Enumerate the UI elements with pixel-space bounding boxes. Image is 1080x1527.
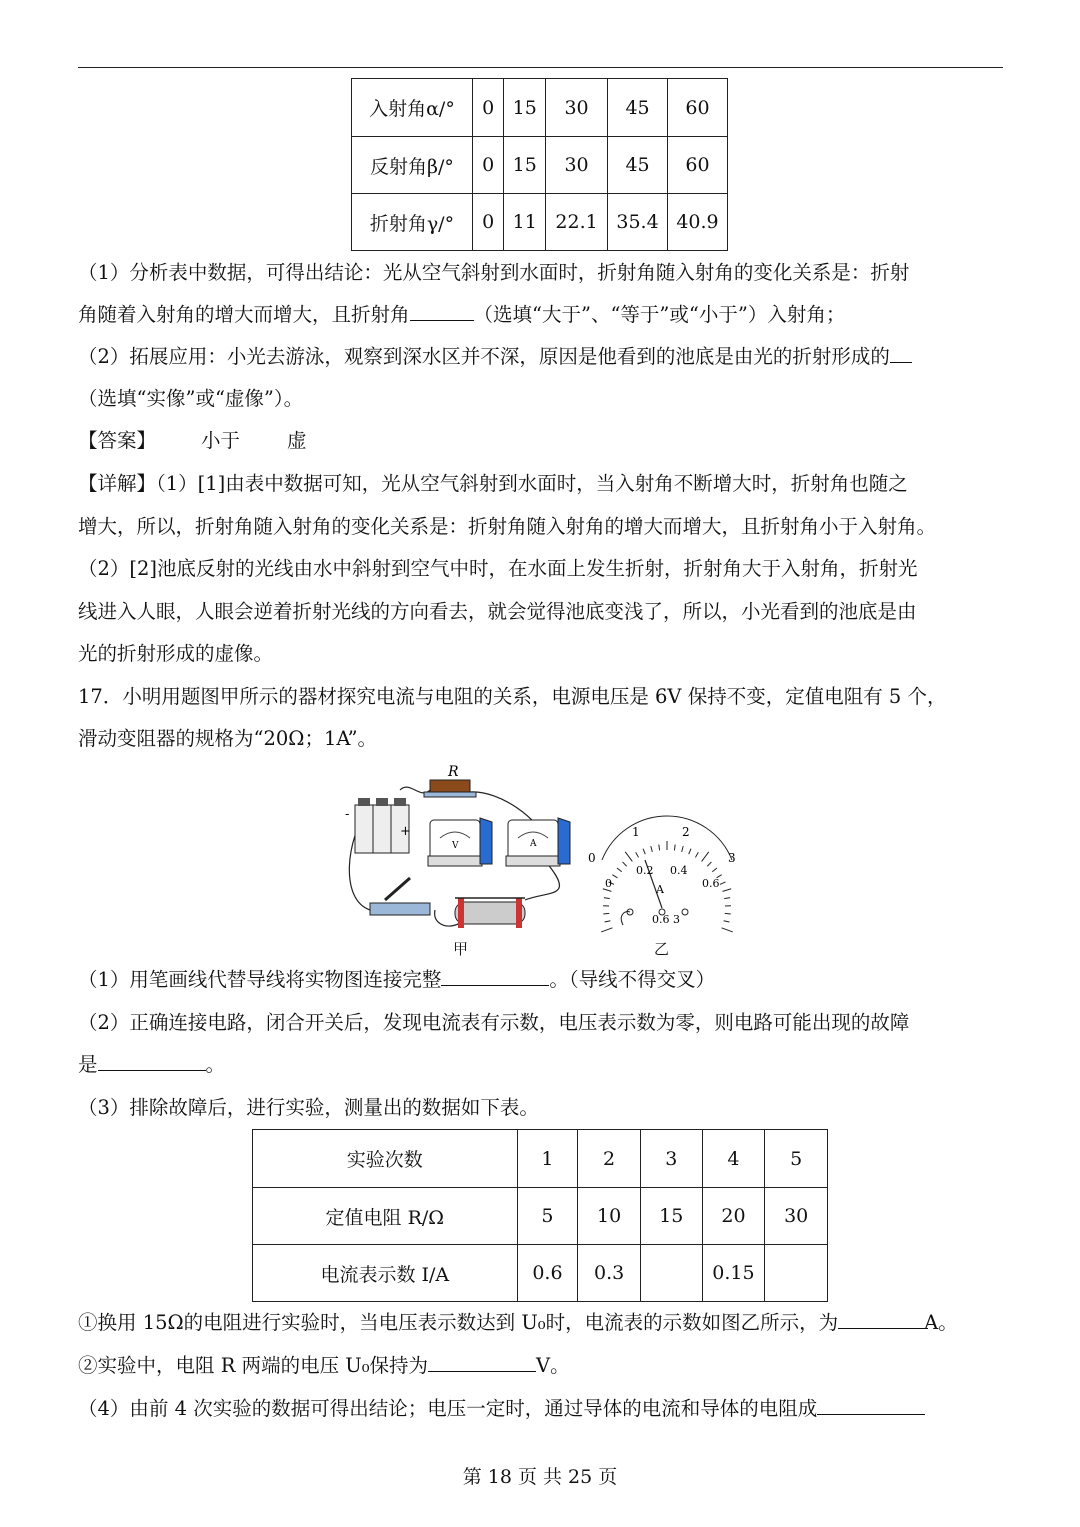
cell: 2 <box>578 1130 641 1188</box>
answer-blank[interactable] <box>838 1310 924 1329</box>
page-footer: 第 18 页 共 25 页 <box>462 1466 618 1488</box>
cell: 0.6 <box>517 1245 578 1302</box>
dial-tick <box>603 913 609 914</box>
cell: 0.3 <box>578 1245 641 1302</box>
detail-line3: （2）[2]池底反射的光线由水中斜射到空气中时，在水面上发生折射，折射角大于入射角，折射光 <box>78 557 918 580</box>
q17-3a-text: ①换用 15Ω的电阻进行实验时，当电压表示数达到 U₀时，电流表的示数如图乙所示，为 <box>78 1311 839 1334</box>
dial-a-label: A <box>656 883 664 896</box>
experiment-table <box>252 1129 828 1302</box>
detail-line4: 线进入人眼，人眼会逆着折射光线的方向看去，就会觉得池底变浅了，所以，小光看到的池底是由 <box>78 600 917 623</box>
row-label: 折射角γ/° <box>352 194 473 251</box>
q17-2-text: 是 <box>78 1053 98 1076</box>
cell: 5 <box>517 1188 578 1245</box>
dial-tick <box>659 845 660 851</box>
circuit-figure <box>340 760 760 960</box>
q17-1-text: （1）用笔画线代替导线将实物图连接完整 <box>78 968 442 991</box>
dial-tick <box>636 852 639 857</box>
table-row <box>253 1130 828 1188</box>
dial-tick <box>617 868 622 872</box>
caption-yi: 乙 <box>654 940 670 958</box>
answer-blank[interactable] <box>98 1052 206 1071</box>
cell <box>640 1245 702 1302</box>
q1-text: 角随着入射角的增大而增大，且折射角 <box>78 303 410 326</box>
cell: 40.9 <box>668 194 728 251</box>
q2-line1 <box>78 344 912 370</box>
q17-3b-text: ②实验中，电阻 R 两端的电压 U₀保持为 <box>78 1354 429 1377</box>
scale-label: 0.4 <box>670 864 688 877</box>
scale-label: 0.6 <box>702 877 720 890</box>
answer-blank[interactable] <box>441 967 549 986</box>
answer-label: 【答案】 <box>78 429 157 452</box>
answer-blank[interactable] <box>410 302 474 321</box>
table-row <box>352 79 728 137</box>
a-label: A <box>530 839 537 849</box>
cell: 1 <box>517 1130 578 1188</box>
cell: 45 <box>608 79 668 137</box>
answer-blank[interactable] <box>428 1353 536 1372</box>
cell: 15 <box>640 1188 702 1245</box>
cell: 0 <box>472 194 504 251</box>
v-label: V <box>452 841 459 851</box>
r-label: R <box>448 764 459 780</box>
cell: 10 <box>578 1188 641 1245</box>
q17-1-line <box>78 967 715 993</box>
scale-label: 0 <box>605 877 612 890</box>
plus-label: + <box>400 824 411 839</box>
dial-tick <box>712 868 717 872</box>
q17-3a-text: A。 <box>924 1311 958 1334</box>
row-label: 电流表示数 I/A <box>253 1245 518 1302</box>
detail-line1: 【详解】（1）[1]由表中数据可知，光从空气斜射到水面时，当入射角不断增大时，折射角也随之 <box>78 472 908 495</box>
dial-tick <box>702 852 709 862</box>
rheostat-icon <box>455 898 525 928</box>
table-row <box>352 137 728 194</box>
answer-1: 小于 <box>201 429 241 452</box>
switch-icon <box>370 878 430 915</box>
scale-label: 1 <box>632 825 640 839</box>
cell: 5 <box>765 1130 828 1188</box>
cell: 0 <box>472 137 504 194</box>
q17-1-text: 。（导线不得交叉） <box>549 968 716 991</box>
voltmeter-icon <box>428 818 492 866</box>
dial-tick <box>720 882 725 884</box>
dial-tick <box>604 898 610 899</box>
answer-2: 虚 <box>287 429 307 452</box>
q17-3-line: （3）排除故障后，进行实验，测量出的数据如下表。 <box>78 1096 539 1119</box>
cell: 35.4 <box>608 194 668 251</box>
q17-3a-line <box>78 1310 958 1336</box>
dial-tick <box>674 845 675 851</box>
q1-line1: （1）分析表中数据，可得出结论：光从空气斜射到水面时，折射角随入射角的变化关系是：折射 <box>78 261 910 284</box>
dial-tick <box>682 846 684 852</box>
dial-tick <box>601 928 612 932</box>
q17-4-line <box>78 1396 925 1422</box>
dial-tick <box>724 921 730 922</box>
cell: 3 <box>640 1130 702 1188</box>
q17-line1: 17．小明用题图甲所示的器材探究电流与电阻的关系，电源电压是 6V 保持不变，定值电阻有 5 个， <box>78 685 947 708</box>
answer-line <box>78 428 307 454</box>
detail-line5: 光的折射形成的虚像。 <box>78 642 274 665</box>
ammeter-icon <box>506 818 570 866</box>
angle-table <box>351 78 728 251</box>
row-label: 定值电阻 R/Ω <box>253 1188 518 1245</box>
q17-2-line2 <box>78 1052 225 1078</box>
answer-blank[interactable] <box>890 344 912 363</box>
cell: 20 <box>702 1188 765 1245</box>
q17-2-line1: （2）正确连接电路，闭合开关后，发现电流表有示数，电压表示数为零，则电路可能出现的故障 <box>78 1011 910 1034</box>
caption-jia: 甲 <box>453 940 469 958</box>
ammeter-dial <box>602 816 732 925</box>
detail-line2: 增大，所以，折射角随入射角的变化关系是：折射角随入射角的增大而增大，且折射角小于入射角。 <box>78 515 937 538</box>
scale-label: 0.2 <box>636 864 654 877</box>
cell: 0 <box>472 79 504 137</box>
q1-line2 <box>78 302 845 328</box>
q2-text: （2）拓展应用：小光去游泳，观察到深水区并不深，原因是他看到的池底是由光的折射形成的 <box>78 345 890 368</box>
cell <box>765 1245 828 1302</box>
cell: 4 <box>702 1130 765 1188</box>
row-label: 反射角β/° <box>352 137 473 194</box>
scale-label: 3 <box>728 851 736 865</box>
terminal-labels: 0.6 3 <box>652 913 680 926</box>
q17-3b-text: V。 <box>536 1354 570 1377</box>
table-row <box>253 1188 828 1245</box>
cell: 15 <box>504 79 546 137</box>
dial-tick <box>623 862 627 866</box>
q17-3b-line <box>78 1353 570 1379</box>
dial-tick <box>651 846 653 852</box>
row-label: 实验次数 <box>253 1130 518 1188</box>
q17-2-text: 。 <box>205 1053 226 1076</box>
dial-tick <box>612 875 617 878</box>
minus-label: - <box>345 807 350 822</box>
circuit-diagram <box>340 760 760 960</box>
answer-blank[interactable] <box>817 1396 925 1415</box>
dial-tick <box>625 852 632 862</box>
cell: 15 <box>504 137 546 194</box>
dial-tick <box>724 898 730 899</box>
cell: 30 <box>546 137 608 194</box>
scale-label: 0 <box>588 851 596 865</box>
dial-tick <box>695 852 698 857</box>
table-row <box>253 1245 828 1302</box>
dial-tick <box>723 889 732 892</box>
cell: 45 <box>608 137 668 194</box>
dial-tick <box>725 913 731 914</box>
q2-line2: （选填“实像”或“虚像”）。 <box>78 387 304 410</box>
row-label: 入射角α/° <box>352 79 473 137</box>
cell: 11 <box>504 194 546 251</box>
q17-4-text: （4）由前 4 次实验的数据可得出结论；电压一定时，通过导体的电流和导体的电阻成 <box>78 1397 818 1420</box>
q1-text: （选填“大于”、“等于”或“小于”）入射角； <box>473 303 846 326</box>
cell: 0.15 <box>702 1245 765 1302</box>
header-rule <box>78 67 1003 68</box>
q17-line2: 滑动变阻器的规格为“20Ω；1A”。 <box>78 727 378 750</box>
dial-tick <box>689 849 691 855</box>
resistor-icon <box>424 780 476 797</box>
cell: 30 <box>546 79 608 137</box>
cell: 30 <box>765 1188 828 1245</box>
table-row <box>352 194 728 251</box>
cell: 22.1 <box>546 194 608 251</box>
dial-tick <box>707 862 711 866</box>
scale-label: 2 <box>682 825 690 839</box>
dial-tick <box>605 921 611 922</box>
cell: 60 <box>668 137 728 194</box>
cell: 60 <box>668 79 728 137</box>
dial-tick <box>643 849 645 855</box>
dial-tick <box>722 928 733 932</box>
